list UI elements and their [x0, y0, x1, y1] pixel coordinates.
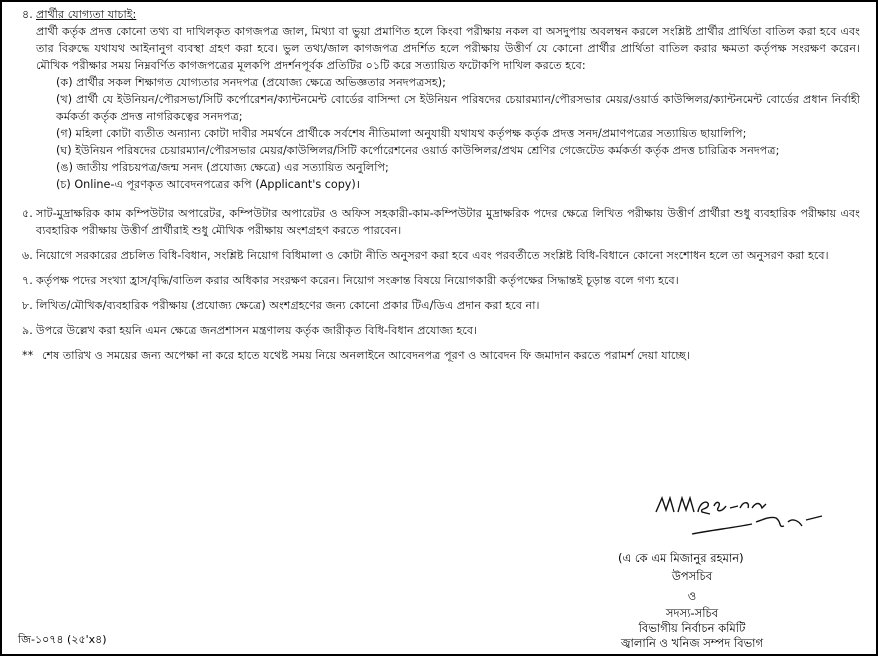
section-paragraph: প্রার্থী কর্তৃক প্রদত্ত কোনো তথ্য বা দাখিলকৃত কাগজপত্র জাল, মিথ্যা বা ভুয়া প্রমাণিত হলে কিংবা পরীক্ষায় নকল বা অসদুপায় অবলম্বন করলে সংশ্লিষ্ট প্রার্থীর প্রার্থিতা বাতিল করা হবে এবং তার বিরুদ্ধে যথাযথ আইনানুগ ব্যবস্থা গ্রহণ করা হবে। ভুল তথ্য/জাল কাগজপত্র প্রদর্শিত হলে পরীক্ষায় উত্তীর্ণ যে কোনো প্রার্থীর প্রার্থিতা বাতিল করার ক্ষমতা কর্তৃপক্ষ সংরক্ষণ করেন। মৌখিক পরীক্ষার সময় নিম্নবর্ণিত কাগজপত্রের মূলকপি প্রদর্শনপূর্বক প্রতিটির ০১টি করে সত্যায়িত ফটোকপি দাখিল করতে হবে: [36, 25, 860, 72]
signatory-name: (এ কে এম মিজানুর রহমান) [618, 551, 744, 565]
signatory-title: উপসচিব [671, 569, 713, 583]
doc-list-item: (ঘ) ইউনিয়ন পরিষদের চেয়ারম্যান/পৌরসভার মেয়র/কাউন্সিলর/সিটি কর্পোরেশনের ওয়ার্ড কাউন্সিলর/প্রথম শ্রেণির গেজেটেড কর্মকর্তা কর্তৃক প্রদত্ত চারিত্রিক সনদপত্র; [56, 144, 780, 157]
section-8 [22, 297, 860, 314]
section-4 [22, 6, 860, 193]
section-number: ৫. [22, 207, 33, 220]
section-number: ৮. [22, 299, 33, 312]
section-5 [22, 205, 860, 239]
doc-list-item: (চ) Online-এ পূরণকৃত আবেদনপত্রের কপি (Applicant's copy)। [56, 178, 361, 191]
doc-list-item: (ঙ) জাতীয় পরিচয়পত্র/জন্ম সনদ (প্রযোজ্য ক্ষেত্রে) এর সত্যায়িত অনুলিপি; [56, 161, 389, 174]
section-heading: প্রার্থীর যোগ্যতা যাচাই: [36, 8, 137, 21]
section-9 [22, 322, 860, 339]
note-text: শেষ তারিখ ও সময়ের জন্য অপেক্ষা না করে হাতে যথেষ্ট সময় নিয়ে অনলাইনে আবেদনপত্র পূরণ ও আবেদন ফি জমাদান করতে পরামর্শ দেয়া যাচ্ছে। [42, 349, 690, 362]
section-number: ৯. [22, 324, 33, 337]
section-6 [22, 247, 860, 264]
signatory-committee: বিভাগীয় নির্বাচন কমিটি [638, 621, 746, 635]
section-text: উপরে উল্লেখ করা হয়নি এমন ক্ষেত্রে জনপ্রশাসন মন্ত্রণালয় কর্তৃক জারীকৃত বিধি-বিধান প্রযোজ্য হবে। [36, 324, 478, 337]
section-number: ৭. [22, 274, 33, 287]
signatory-division: জ্বালানি ও খনিজ সম্পদ বিভাগ [620, 636, 764, 650]
signatory-and: ও [687, 589, 697, 603]
document-page [2, 2, 876, 654]
note-mark: ** [22, 349, 34, 362]
section-7 [22, 272, 860, 289]
handwritten-signature [652, 492, 832, 542]
section-text: সাট-মুদ্রাক্ষরিক কাম কম্পিউটার অপারেটর, কম্পিউটার অপারেটর ও অফিস সহকারী-কাম-কম্পিউটার মুদ্রাক্ষরিক পদের ক্ষেত্রে লিখিত পরীক্ষায় উত্তীর্ণ প্রার্থীরা শুধু ব্যবহারিক পরীক্ষায় এবং ব্যবহারিক পরীক্ষায় উত্তীর্ণ প্রার্থীরাই শুধু মৌখিক পরীক্ষায় অংশগ্রহণ করতে পারবেন। [36, 207, 860, 237]
signature-block [562, 492, 862, 650]
advisory-note [22, 347, 860, 364]
section-text: নিয়োগে সরকারের প্রচলিত বিধি-বিধান, সংশ্লিষ্ট নিয়োগ বিধিমালা ও কোটা নীতি অনুসরণ করা হবে এবং পরবর্তীতে সংশ্লিষ্ট বিধি-বিধানে কোনো সংশোধন হলে তা অনুসরণ করা হবে। [36, 249, 829, 262]
section-number: ৪. [22, 8, 33, 21]
section-text: কর্তৃপক্ষ পদের সংখ্যা হ্রাস/বৃদ্ধি/বাতিল করার অধিকার সংরক্ষণ করেন। নিয়োগ সংক্রান্ত বিষয়ে নিয়োগকারী কর্তৃপক্ষের সিদ্ধান্তই চূড়ান্ত বলে গণ্য হবে। [36, 274, 679, 287]
reference-code: জি-১০৭৪ (২৫'x৪) [18, 633, 107, 646]
signatory-role: সদস্য-সচিব [665, 606, 719, 620]
section-text: লিখিত/মৌখিক/ব্যবহারিক পরীক্ষায় (প্রযোজ্য ক্ষেত্রে) অংশগ্রহণের জন্য কোনো প্রকার টিএ/ডিএ প্রদান করা হবে না। [36, 299, 540, 312]
section-number: ৬. [22, 249, 33, 262]
doc-list-item: (গ) মহিলা কোটা ব্যতীত অন্যান্য কোটা দাবীর সমর্থনে প্রার্থীকে সর্বশেষ নীতিমালা অনুযায়ী যথাযথ কর্তৃপক্ষ কর্তৃক প্রদত্ত সনদ/প্রমাণপত্রের সত্যায়িত ছায়ালিপি; [56, 127, 747, 140]
document-body [22, 6, 860, 364]
doc-list-item: (খ) প্রার্থী যে ইউনিয়ন/পৌরসভা/সিটি কর্পোরেশন/ক্যান্টনমেন্ট বোর্ডের বাসিন্দা সে ইউনিয়ন পরিষদের চেয়ারম্যান/পৌরসভার মেয়র/ওয়ার্ড কাউন্সিলর/ক্যান্টনমেন্ট বোর্ডের প্রধান নির্বাহী কর্মকর্তা কর্তৃক প্রদত্ত নাগরিকত্বের সনদপত্র; [56, 93, 860, 123]
doc-list-item: (ক) প্রার্থীর সকল শিক্ষাগত যোগ্যতার সনদপত্র (প্রযোজ্য ক্ষেত্রে অভিজ্ঞতার সনদপত্রসহ); [56, 76, 446, 89]
